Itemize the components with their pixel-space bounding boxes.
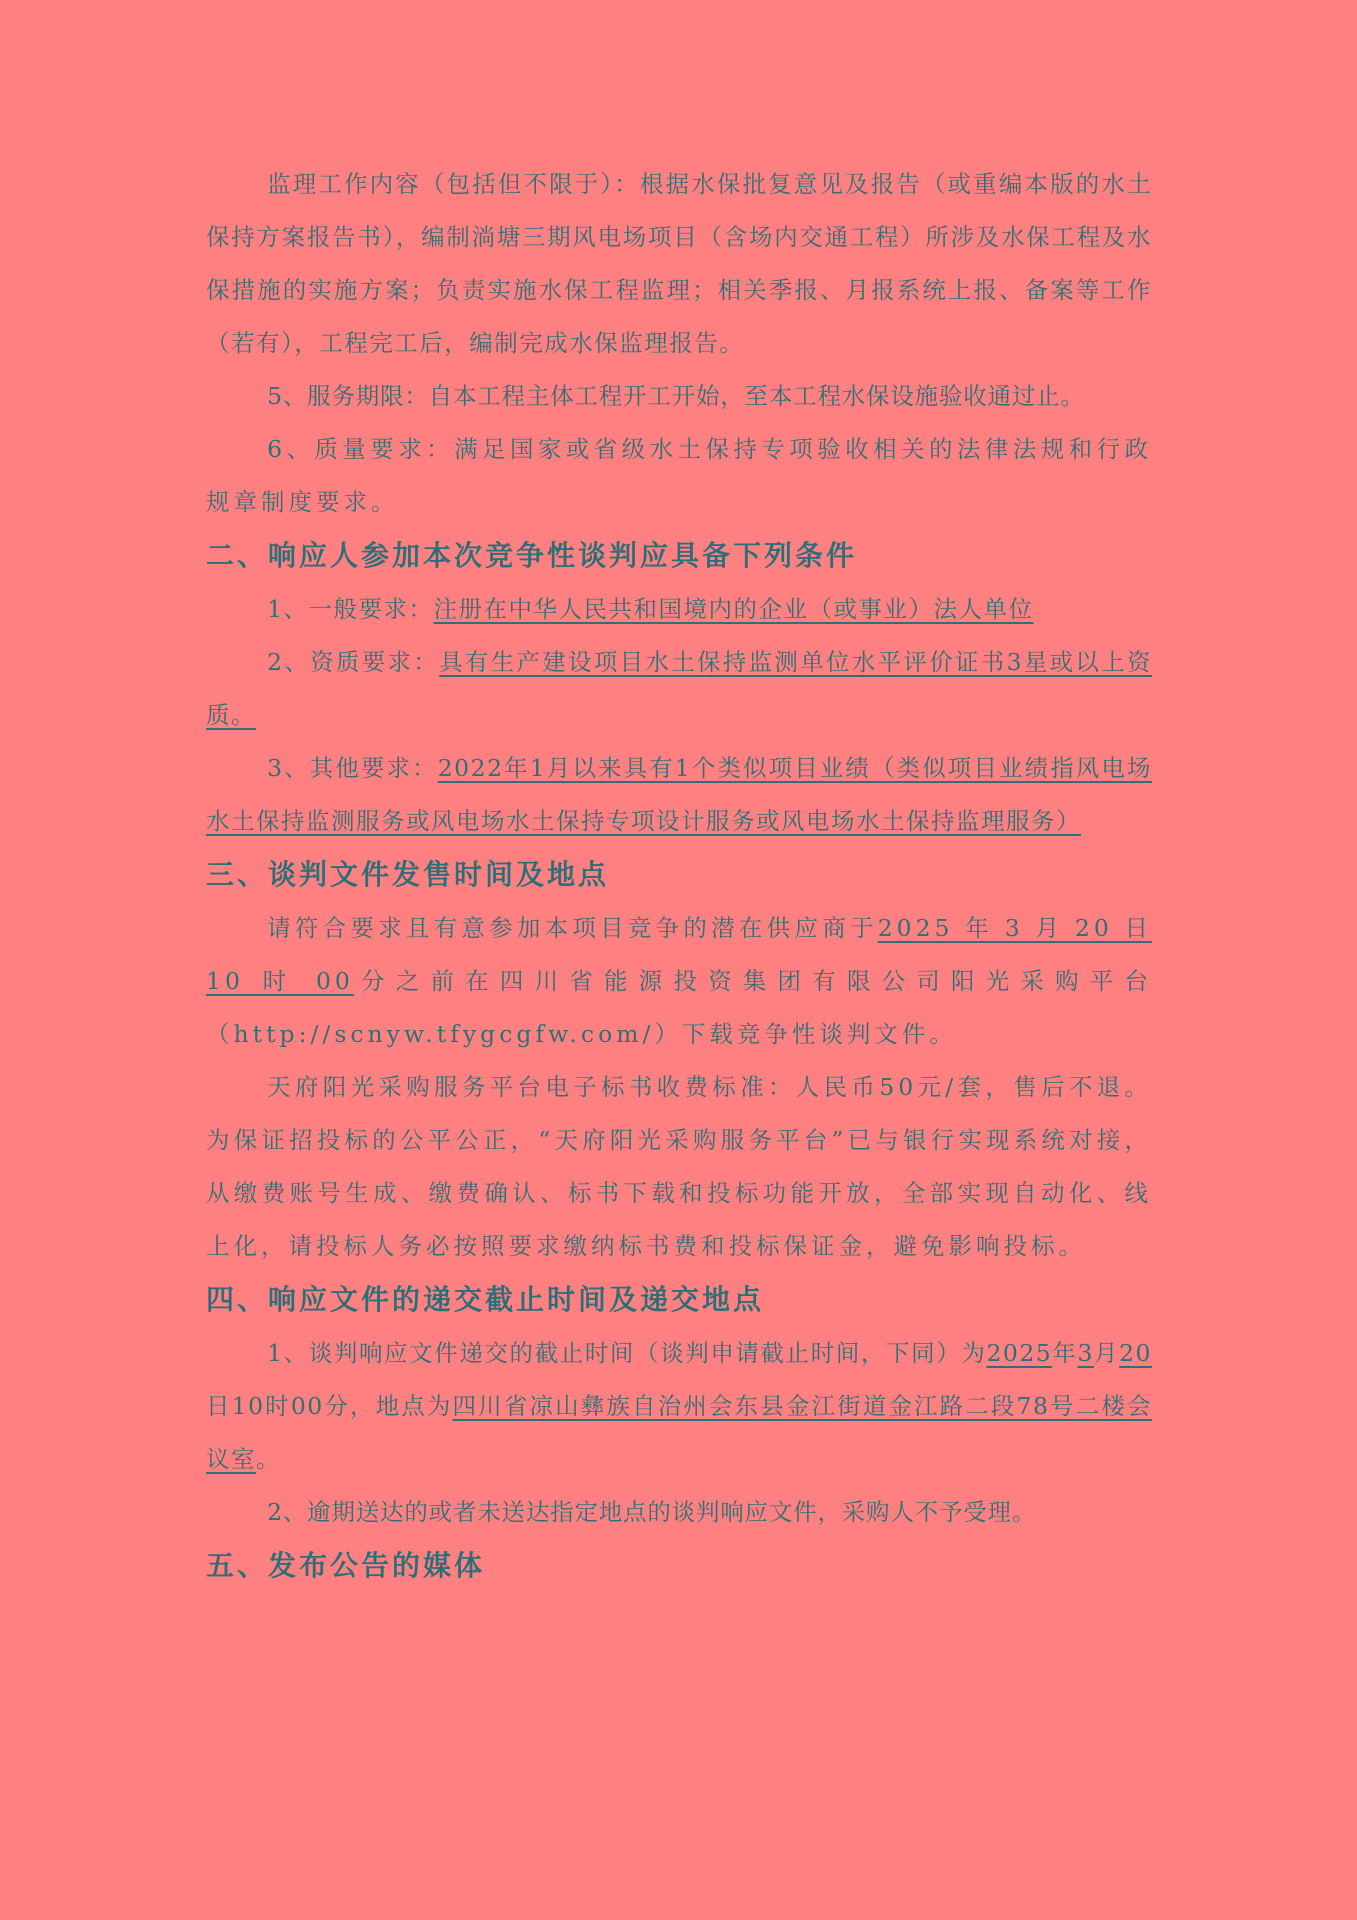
document-body bbox=[206, 158, 1152, 1593]
section-4-heading: 四、响应文件的递交截止时间及递交地点 bbox=[206, 1283, 765, 1316]
general-requirement-value: 注册在中华人民共和国境内的企业（或事业）法人单位 bbox=[433, 595, 1034, 623]
fee-paragraph: 天府阳光采购服务平台电子标书收费标准：人民币50元/套，售后不退。为保证招投标的公平公正，“天府阳光采购服务平台”已与银行实现系统对接，从缴费账号生成、缴费确认、标书下载和投标功能开放，全部实现自动化、线上化，请投标人务必按照要求缴纳标书费和投标保证金，避免影响投标。 bbox=[206, 1073, 1152, 1260]
general-requirement-label: 1、一般要求： bbox=[267, 595, 434, 623]
other-requirement-value: 2022年1月以来具有1个类似项目业绩（类似项目业绩指风电场水土保持监测服务或风电场水土保持专项设计服务或风电场水土保持监理服务） bbox=[206, 754, 1152, 835]
section-2-heading: 二、响应人参加本次竞争性谈判应具备下列条件 bbox=[206, 539, 858, 572]
sale-text-before: 请符合要求且有意参加本项目竞争的潜在供应商于 bbox=[267, 914, 878, 942]
deadline-year: 2025 bbox=[986, 1339, 1053, 1367]
service-period-item: 5、服务期限：自本工程主体工程开工开始，至本工程水保设施验收通过止。 bbox=[267, 382, 1085, 410]
quality-requirement-item: 6、质量要求：满足国家或省级水土保持专项验收相关的法律法规和行政规章制度要求。 bbox=[206, 435, 1152, 516]
submission-deadline-paragraph bbox=[206, 1327, 1152, 1486]
deadline-time: 日10时00分，地点为 bbox=[206, 1392, 453, 1420]
scope-paragraph: 监理工作内容（包括但不限于）：根据水保批复意见及报告（或重编本版的水土保持方案报告书），编制淌塘三期风电场项目（含场内交通工程）所涉及水保工程及水保措施的实施方案；负责实施水保工程监理；相关季报、月报系统上报、备案等工作（若有），工程完工后，编制完成水保监理报告。 bbox=[206, 170, 1152, 357]
deadline-text-end: 。 bbox=[256, 1445, 281, 1473]
submission-place: 四川省凉山彝族自治州会东县金江街道金江路二段78号二楼会议室 bbox=[206, 1392, 1153, 1473]
late-submission-paragraph: 2、逾期送达的或者未送达指定地点的谈判响应文件，采购人不予受理。 bbox=[267, 1498, 1037, 1526]
deadline-year-unit: 年 bbox=[1052, 1339, 1078, 1367]
qualification-requirement-label: 2、资质要求： bbox=[267, 648, 440, 676]
qualification-requirement-value: 具有生产建设项目水土保持监测单位水平评价证书3星或以上资质。 bbox=[206, 648, 1153, 729]
section-3-heading: 三、谈判文件发售时间及地点 bbox=[206, 858, 610, 891]
deadline-month-unit: 月 bbox=[1093, 1339, 1120, 1367]
deadline-text-before: 1、谈判响应文件递交的截止时间（谈判申请截止时间，下同）为 bbox=[267, 1339, 987, 1367]
document-sale-paragraph bbox=[206, 902, 1152, 1061]
other-requirement bbox=[206, 742, 1152, 848]
qualification-requirement bbox=[206, 636, 1152, 742]
sale-text-after: 分之前在四川省能源投资集团有限公司阳光采购平台（http://scnyw.tfygcgfw.com/）下载竞争性谈判文件。 bbox=[206, 967, 1153, 1048]
general-requirement bbox=[206, 583, 1152, 636]
section-5-heading: 五、发布公告的媒体 bbox=[206, 1549, 486, 1582]
deadline-month: 3 bbox=[1077, 1339, 1094, 1367]
other-requirement-label: 3、其他要求： bbox=[267, 754, 438, 782]
sale-deadline: 2025 年 3 月 20 日 10 时 00 bbox=[206, 914, 1152, 995]
deadline-day: 20 bbox=[1119, 1339, 1153, 1367]
